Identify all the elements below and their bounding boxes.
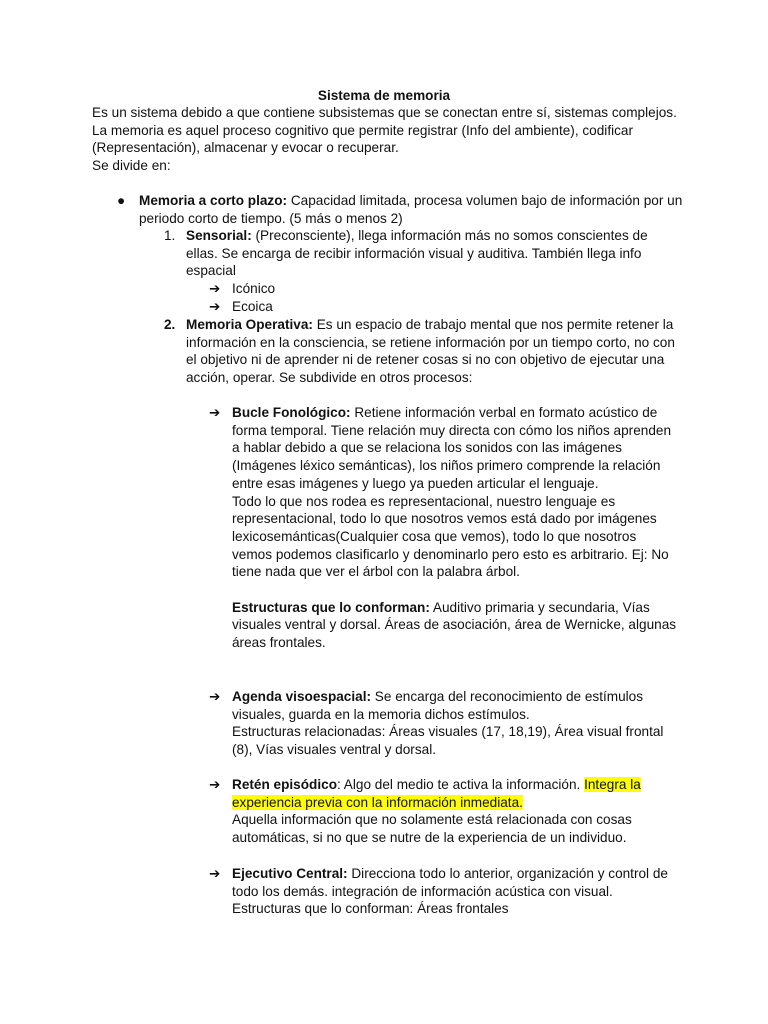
bullet-icon: ● [117,193,126,208]
arrow-icon: ➔ [209,777,221,792]
ejecutivo-term: Ejecutivo Central: [232,866,348,881]
reten-highlight: Integra la experiencia previa con la información inmediata. [232,777,641,810]
reten-text: : Algo del medio te activa la información. [337,777,585,792]
document-title: Sistema de memoria [317,88,451,103]
sensorial-term: Sensorial: [186,228,252,243]
agenda-text: Se encarga del reconocimiento de estímulos visuales, guarda en la memoria dichos estímulos. [232,689,644,722]
sensorial-content [186,227,676,280]
intro-paragraph-3: Se divide en: [92,158,171,174]
intro-paragraph-2: La memoria es aquel proceso cognitivo que permite registrar (Info del ambiente), codificar (Representación), almacenar y evocar o recuperar. [92,122,633,156]
intro-paragraph-1: Es un sistema debido a que contiene subsistemas que se conectan entre sí, sistemas complejos. [92,105,677,120]
bullet-text: Capacidad limitada, procesa volumen bajo de información por un periodo corto de tiempo. (5 más o menos 2) [139,193,683,226]
agenda-body [232,688,679,759]
reten-paragraph-1 [232,776,679,811]
operativa-term: Memoria Operativa: [186,317,313,332]
bucle-paragraph-1 [232,404,679,493]
intro-section [92,104,682,175]
ejecutivo-text: Direcciona todo lo anterior, organización y control de todo los demás. integración de información acústica con visual. [232,866,668,899]
bucle-body [232,404,679,652]
subitem-label: Ecoica [232,299,273,314]
operativa-text: Es un espacio de trabajo mental que nos permite retener la información en la consciencia, se retiene información por un tiempo corto, no con el objetivo ni de aprender ni de retener cosas si no con objetivo de ejecutar una acción, operar. Se subdivide en otros procesos: [186,317,675,386]
bucle-structures-term: Estructuras que lo conforman: [232,599,430,615]
reten-term: Retén episódico [232,777,337,792]
agenda-paragraph-2: Estructuras relacionadas: Áreas visuales (17, 18,19), Área visual frontal (8), Vías visuales ventral y dorsal. [232,724,664,758]
arrow-icon: ➔ [209,866,221,881]
list-number: 2. [164,317,176,332]
list-number: 1. [164,228,176,243]
ejecutivo-body [232,865,679,918]
subitem-label: Icónico [232,281,276,296]
bucle-structures-text: Auditivo primaria y secundaria, Vías visuales ventral y dorsal. Áreas de asociación, área de Wernicke, algunas áreas frontales. [232,599,677,651]
bucle-paragraph-2: Todo lo que nos rodea es representacional, nuestro lenguaje es representacional, todo lo que nosotros vemos está dado por imágenes lexicosemánticas(Cualquier cosa que vemos), todo lo que nosotros vemos podemos clasificarlo y denominarlo pero esto es arbitrario. Ej: No tiene nada que ver el árbol con la palabra árbol. [232,493,669,580]
operativa-content [186,316,676,387]
agenda-term: Agenda visoespacial: [232,689,372,704]
list-item-memoria-operativa [164,316,676,387]
ejecutivo-paragraph-1 [232,865,679,900]
bucle-text: Retiene información verbal en formato acústico de forma temporal. Tiene relación muy directa con cómo los niños aprenden a hablar debido a que se relaciona los sonidos con las imágenes (Imágenes léxico semánticas), los niños primero comprende la relación entre esas imágenes y luego ya pueden articular el lenguaje. [232,405,672,491]
list-item-sensorial [164,227,676,280]
arrow-icon: ➔ [209,405,221,420]
bullet-term: Memoria a corto plazo: [139,193,288,208]
arrow-icon: ➔ [209,689,221,704]
agenda-paragraph-1 [232,688,679,723]
reten-body [232,776,679,847]
reten-paragraph-2: Aquella información que no solamente está relacionada con cosas automáticas, si no que se nutre de la experiencia de un individuo. [232,812,632,846]
bucle-structures [232,599,679,652]
sensorial-text: (Preconsciente), llega información más no somos conscientes de ellas. Se encarga de recibir información visual y auditiva. También llega info espacial [186,228,648,279]
bullet-content [139,192,684,227]
arrow-icon: ➔ [209,281,221,296]
ejecutivo-paragraph-2: Estructuras que lo conforman: Áreas frontales [232,901,509,917]
arrow-icon: ➔ [209,299,221,314]
bucle-term: Bucle Fonológico: [232,405,351,420]
